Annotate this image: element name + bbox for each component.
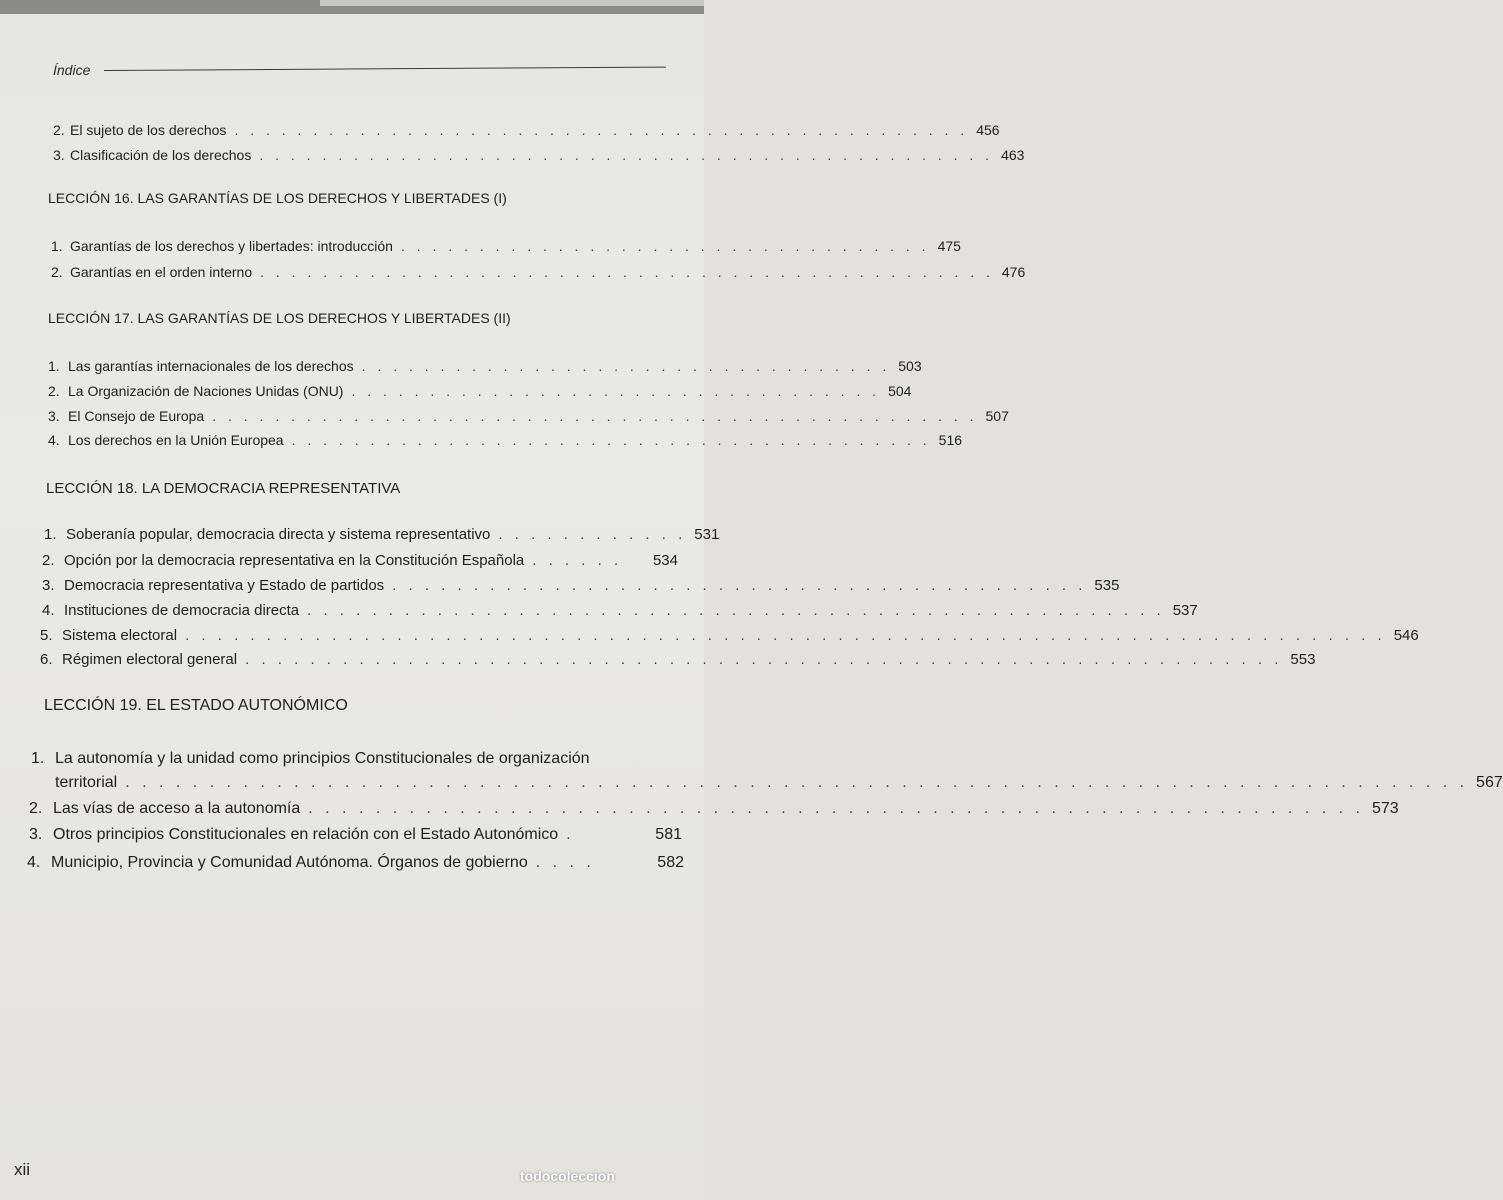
entry-title: Garantías en el orden interno [70,264,253,280]
entry-page: 573 [1371,800,1399,817]
header-rule [104,67,666,71]
leader-dots: . . . . . . . . . . . . . . . . . . . . . . . . . . . . . . . . . . . . . . . . . . . . . . . [234,122,969,138]
toc-entry [0,264,1026,286]
toc-entry [0,800,1399,822]
entry-page: 504 [888,383,912,399]
entry-title: Garantías de los derechos y libertades: introducción [70,238,393,254]
toc-entry [0,552,704,574]
entry-number: 4. [27,854,41,871]
entry-title: Instituciones de democracia directa [64,602,300,619]
entry-page: 475 [937,238,961,254]
leader-dots: . . . . . . . . . . . . . . . . . . . . . . . . . . . . . . . . . . [400,238,930,254]
lesson-heading: LECCIÓN 17. LAS GARANTÍAS DE LOS DERECHOS Y LIBERTADES (II) [48,310,511,326]
photo-edge-highlight [320,0,704,6]
toc-entry [0,238,961,260]
entry-title: Régimen electoral general [62,651,238,668]
entry-page: 534 [652,552,678,569]
entry-page: 456 [976,122,1000,138]
entry-title: Las vías de acceso a la autonomía [53,800,301,817]
entry-title: La autonomía y la unidad como principios Constitucionales de organización [55,750,590,767]
entry-page: 531 [694,526,720,543]
entry-page: 567 [1476,774,1503,791]
entry-title-continuation: territorial [55,774,118,791]
leader-dots: . . . . . . . . . . . . . . . . . . . . . . . . . . . . . . . . . . . . . . . . . . . [392,577,1087,594]
entry-title: Soberanía popular, democracia directa y sistema representativo [66,526,491,543]
toc-entry [0,147,1025,169]
entry-number: 6. [40,651,53,668]
entry-number: 2. [53,122,65,138]
entry-page: 553 [1290,651,1316,668]
leader-dots: . . . . . . . . . . . . . . . . . . . . . . . . . . . . . . . . . . . . . . . . . . . . . . . . . . . . . . . . . . . . . . . . . . . . . . . . . . [185,627,1386,644]
entry-number: 2. [48,383,60,399]
entry-page: 582 [657,854,684,871]
entry-page: 535 [1094,577,1120,594]
toc-entry [0,750,704,772]
entry-number: 3. [29,826,43,843]
leader-dots: . . . . . . . . . . . . . . . . . . . . . . . . . . . . . . . . . . . . . . . . . . . . . . . . . . . . . [307,602,1165,619]
entry-page: 503 [898,358,922,374]
toc-entry [0,383,912,405]
entry-title: Las garantías internacionales de los derechos [68,358,354,374]
entry-title: El sujeto de los derechos [70,122,227,138]
entry-page: 463 [1001,147,1025,163]
entry-page: 537 [1172,602,1198,619]
toc-entry [0,627,1419,649]
toc-entry [0,602,1198,624]
toc-entry [0,577,1120,599]
leader-dots: . . . . . . . . . . . . . . . . . . . . . . . . . . . . . . . . . . [351,383,881,399]
entry-number: 2. [51,264,63,280]
entry-number: 4. [42,602,55,619]
entry-number: 3. [53,147,65,163]
toc-entry [0,854,704,876]
entry-page: 476 [1001,264,1026,280]
leader-dots: . . . . . . . . . . . . [498,526,687,543]
entry-title: El Consejo de Europa [68,408,205,424]
lesson-heading: LECCIÓN 18. LA DEMOCRACIA REPRESENTATIVA [46,480,401,497]
toc-entry [0,408,1009,430]
running-header: Índice [53,62,91,78]
entry-number: 3. [42,577,55,594]
toc-entry-continuation [0,774,1503,796]
entry-title: Otros principios Constitucionales en relación con el Estado Autonómico [53,826,559,843]
entry-page: 546 [1393,627,1419,644]
entry-number: 2. [29,800,43,817]
entry-title: Sistema electoral [62,627,178,644]
leader-dots: . . . . . . . . . . . . . . . . . . . . . . . . . . . . . . . . . . [361,358,891,374]
lesson-heading: LECCIÓN 19. EL ESTADO AUTONÓMICO [44,697,348,714]
entry-title: Opción por la democracia representativa en la Constitución Española [64,552,525,569]
entry-number: 1. [51,238,63,254]
leader-dots: . . . . [535,854,595,871]
entry-number: 1. [31,750,45,767]
leader-dots: . . . . . . . . . . . . . . . . . . . . . . . . . . . . . . . . . . . . . . . . . . . . . . . [260,264,994,280]
toc-entry [0,526,720,548]
leader-dots: . . . . . . . . . . . . . . . . . . . . . . . . . . . . . . . . . . . . . . . . . . . . . . . . . [212,408,978,424]
lesson-heading: LECCIÓN 16. LAS GARANTÍAS DE LOS DERECHOS Y LIBERTADES (I) [48,190,507,206]
leader-dots: . . . . . . . . . . . . . . . . . . . . . . . . . . . . . . . . . . . . . . . . . . . . . . . . . . . . . . . . . . . . . . . . . . . . . . . . . . . . . . . . [125,774,1469,791]
leader-dots: . [566,826,575,843]
toc-entry [0,826,704,848]
entry-page: 516 [938,432,963,448]
entry-title: Clasificación de los derechos [70,147,252,163]
entry-page: 581 [655,826,682,843]
leader-dots: . . . . . . . . . . . . . . . . . . . . . . . . . . . . . . . . . . . . . . . . . [291,432,931,448]
entry-number: 4. [48,432,60,448]
leader-dots: . . . . . . . . . . . . . . . . . . . . . . . . . . . . . . . . . . . . . . . . . . . . . . . . . . . . . . . . . . . . . . . [308,800,1364,817]
entry-title: La Organización de Naciones Unidas (ONU) [68,383,344,399]
toc-entry [0,122,1000,144]
entry-number: 2. [42,552,55,569]
entry-title: Municipio, Provincia y Comunidad Autónoma. Órganos de gobierno [51,854,528,871]
entry-title: Los derechos en la Unión Europea [68,432,284,448]
leader-dots: . . . . . . . . . . . . . . . . . . . . . . . . . . . . . . . . . . . . . . . . . . . . . . . . . . . . . . . . . . . . . . . . [245,651,1283,668]
toc-entry [0,432,963,454]
entry-number: 3. [48,408,60,424]
entry-number: 1. [48,358,60,374]
folio-page-number: xii [14,1160,31,1179]
toc-entry [0,358,922,380]
watermark-logo: todocoleccion [520,1168,615,1184]
leader-dots: . . . . . . . . . . . . . . . . . . . . . . . . . . . . . . . . . . . . . . . . . . . . . . . [259,147,994,163]
entry-title: Democracia representativa y Estado de partidos [64,577,385,594]
entry-page: 507 [985,408,1009,424]
leader-dots: . . . . . . [532,552,623,569]
entry-number: 1. [44,526,57,543]
entry-number: 5. [40,627,53,644]
toc-entry [0,651,1316,673]
